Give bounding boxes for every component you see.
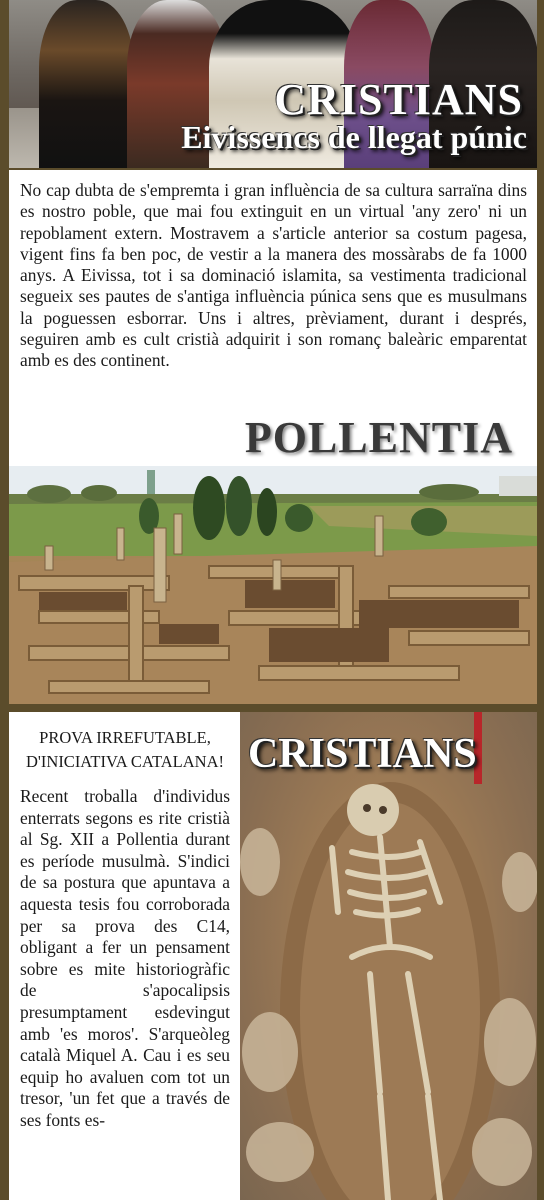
prova-line-2: D'INICIATIVA CATALANA! — [26, 752, 224, 771]
pollentia-title: POLLENTIA — [244, 413, 513, 462]
skeleton-photo-title: CRISTIANS — [248, 731, 477, 777]
pollentia-heading-block — [9, 410, 537, 472]
prova-line-1: PROVA IRREFUTABLE, — [39, 728, 211, 747]
bottom-text-column — [9, 712, 240, 1200]
header-title: CRISTIANS — [274, 75, 523, 124]
bottom-body-text: Recent troballa d'individus enterrats segons es rite cristià al Sg. XII a Pollentia durant es període musulmà. S'indici de sa postura que apuntava a aquesta tesis fou corroborada per sa prova des C14, obligant a fer un pensament sobre es mite historiogràfic de s'apocalipsis presumptament esdevingut amb 'es moros'. S'arqueòleg català Miquel A. Cau i es seu equip ho avaluen com tot un tresor, 'un fet que a través de ses fonts es- — [20, 786, 230, 1130]
costume-photo — [9, 0, 537, 168]
prova-heading — [20, 726, 230, 774]
header-subtitle: Eivissencs de llegat púnic — [181, 119, 527, 155]
ruins-photo — [9, 466, 537, 704]
skeleton-photo — [240, 712, 537, 1200]
intro-paragraph: No cap dubta de s'empremta i gran influència de sa cultura sarraïna dins es nostro poble, que mai fou extinguit en un virtual 'any zero' ni un repoblament extern. Mostravem a s'article anterior sa costum pagesa, vigent fins fa ben poc, de vestir a la manera des mossàrabs de fa 1000 anys. A Eivissa, tot i sa dominació islamita, sa vestimenta tradicional segueix ses pautes de s'antiga influència púnica sens que es musulmans la poguessen esborrar. Uns i altres, prèviament, durant i després, seguiren amb es cult cristià adquirit i son romanç baleàric emparentat amb es des continent. — [9, 170, 537, 410]
